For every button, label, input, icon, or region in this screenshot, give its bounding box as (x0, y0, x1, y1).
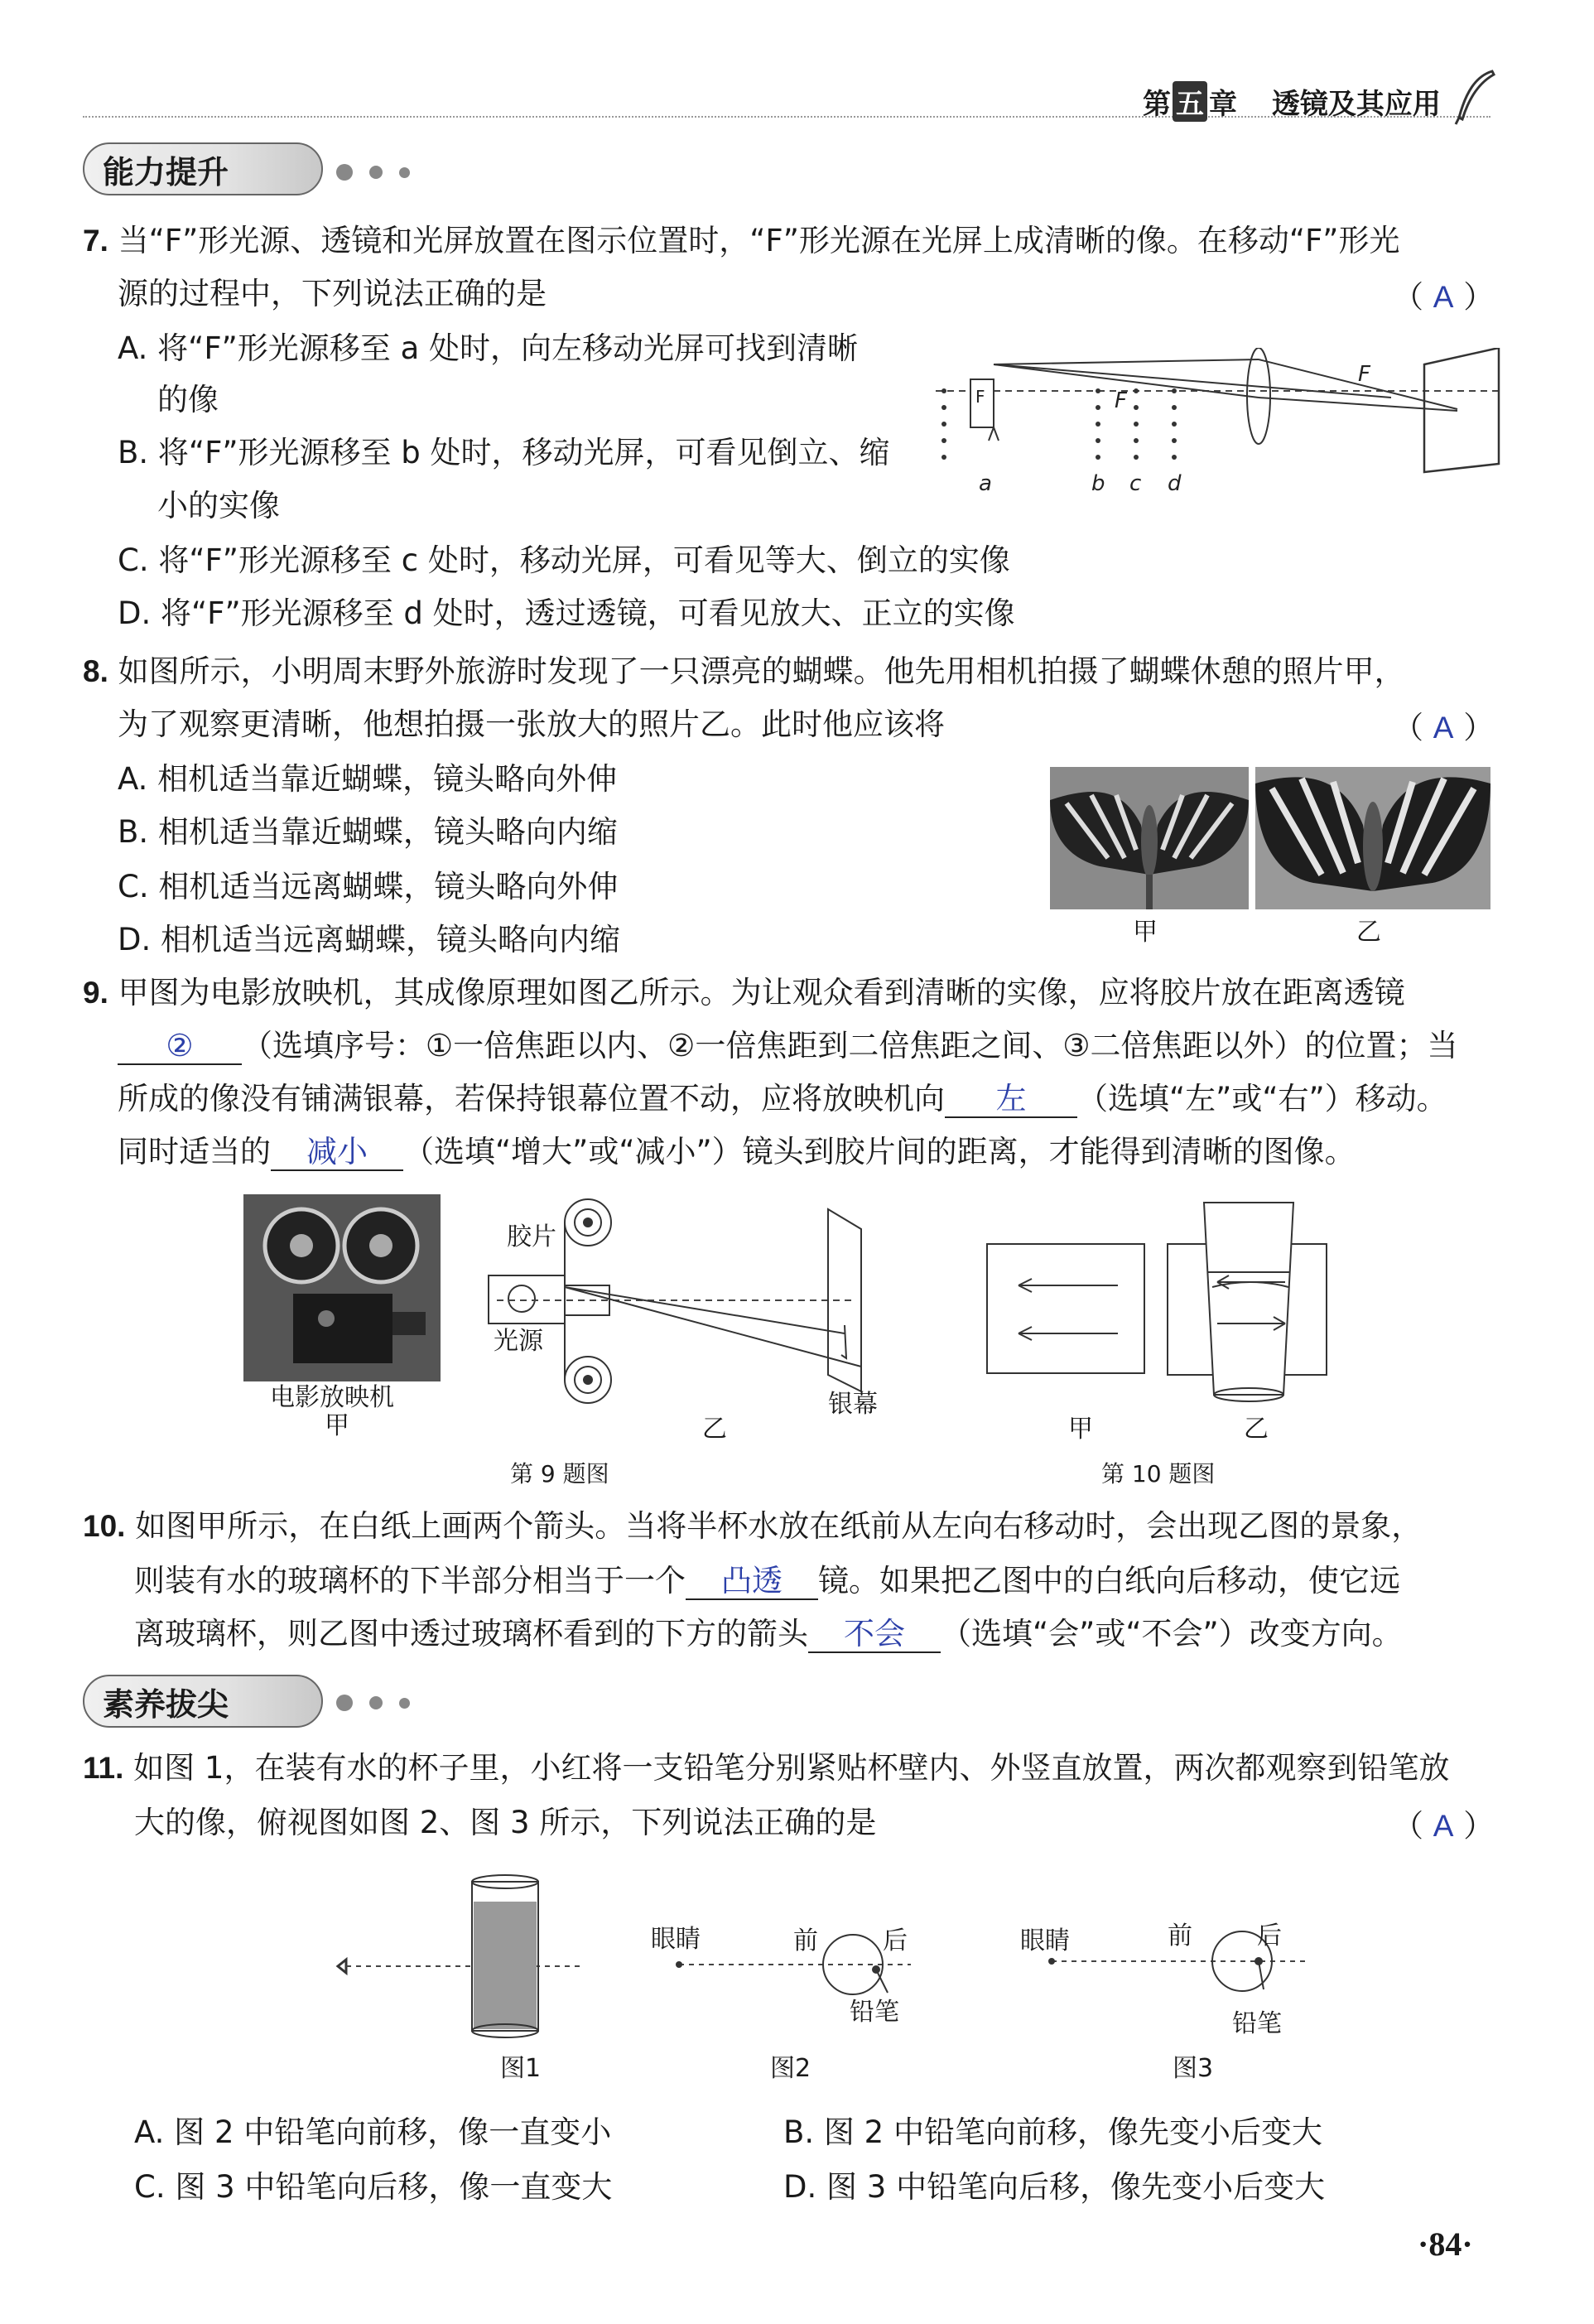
section-dot (336, 164, 353, 181)
q10-stem-text2b: 镜。如果把乙图中的白纸向后移动，使它远 (818, 1563, 1400, 1598)
q9-stem-line3 (118, 1078, 1447, 1120)
q9-stem-text4a: 同时适当的 (118, 1134, 271, 1169)
q9-fig-jia-label: 甲 (325, 1411, 349, 1440)
q9-blank-3: 减小 (271, 1135, 403, 1171)
section-ability-label: 能力提升 (103, 153, 229, 190)
q9-number: 9. (83, 976, 108, 1010)
q8-stem-line1 (83, 651, 1405, 692)
q11-option-d: D. 图 3 中铅笔向后移，像先变小后变大 (783, 2169, 1326, 2205)
q11-option-c: C. 图 3 中铅笔向后移，像一直变大 (134, 2169, 613, 2205)
photo-jia-label: 甲 (1133, 918, 1158, 947)
q7-option-a-line1: A. 将“F”形光源移至 a 处时，向左移动光屏可找到清晰 (118, 330, 858, 366)
q9-stem-text3a: 所成的像没有铺满银幕，若保持银幕位置不动，应将放映机向 (118, 1081, 945, 1116)
focal-label-right: F (1358, 362, 1370, 387)
q9-stem-text1: 甲图为电影放映机，其成像原理如图乙所示。为让观众看到清晰的实像，应将胶片放在距离透镜 (118, 975, 1405, 1010)
q11-option-b: B. 图 2 中铅笔向前移，像先变小后变大 (783, 2114, 1322, 2150)
section-dot (369, 166, 383, 179)
q10-stem-text2a: 则装有水的玻璃杯的下半部分相当于一个 (134, 1563, 686, 1598)
film-label: 胶片 (507, 1222, 556, 1251)
projector-caption: 电影放映机 (270, 1383, 394, 1412)
q11-fig1-label: 图1 (500, 2054, 542, 2083)
q10-fig-yi-label: 乙 (1244, 1415, 1269, 1444)
q10-fig-caption: 第 10 题图 (1101, 1460, 1216, 1487)
q10-stem-line3 (134, 1613, 1403, 1655)
chapter-suffix: 章 (1209, 88, 1237, 121)
point-a-label: a (979, 471, 992, 496)
q8-answer: A (1433, 711, 1454, 745)
q11-answer-bracket: （ A ） (1393, 1808, 1495, 1844)
chapter-prefix: 第 (1143, 88, 1171, 121)
q9-fig-caption: 第 9 题图 (510, 1460, 609, 1487)
eye-icon (338, 1960, 346, 1973)
q11-answer: A (1433, 1809, 1454, 1843)
q11-fig3-front-label: 前 (1168, 1921, 1192, 1950)
q9-stem-text2: （选填序号：①一倍焦距以内、②一倍焦距到二倍焦距之间、③二倍焦距以外）的位置；当 (242, 1028, 1458, 1063)
q7-answer-bracket: （ A ） (1393, 279, 1495, 315)
focal-label-left: F (1115, 388, 1127, 413)
q11-fig2-eye-label: 眼睛 (651, 1925, 701, 1954)
light-source-label: 光源 (494, 1327, 543, 1356)
q10-blank-1: 凸透 (686, 1564, 818, 1600)
q9-fig-yi-label: 乙 (702, 1415, 727, 1444)
q9-stem-line2 (118, 1025, 1458, 1067)
q8-option-b: B. 相机适当靠近蝴蝶，镜头略向内缩 (118, 814, 618, 850)
q7-option-c: C. 将“F”形光源移至 c 处时，移动光屏，可看见等大、倒立的实像 (118, 542, 1010, 578)
section-dot (369, 1696, 383, 1709)
q9-stem-line4 (118, 1131, 1356, 1173)
photo-yi-label: 乙 (1356, 918, 1381, 947)
q10-blank-2: 不会 (808, 1617, 941, 1653)
butterfly-photo-jia (1050, 767, 1249, 909)
q11-number: 11. (83, 1751, 124, 1785)
section-dot (399, 167, 410, 178)
section-literacy-title (83, 1675, 323, 1728)
light-ray (994, 364, 1391, 398)
point-c-label: c (1129, 471, 1142, 496)
light-ray (994, 359, 1259, 364)
q10-number: 10. (83, 1509, 126, 1543)
q11-fig3-pencil-label: 铅笔 (1232, 2009, 1282, 2038)
q7-lens-diagram (927, 348, 1507, 505)
q7-stem-text1: 当“F”形光源、透镜和光屏放置在图示位置时，“F”形光源在光屏上成清晰的像。在移动“F”形光 (118, 223, 1400, 258)
q8-stem-text1: 如图所示，小明周末野外旅游时发现了一只漂亮的蝴蝶。他先用相机拍摄了蝴蝶休憩的照片甲， (118, 653, 1405, 689)
q9-stem-text4b: （选填“增大”或“减小”）镜头到胶片间的距离，才能得到清晰的图像。 (403, 1134, 1356, 1169)
chapter-header (1143, 81, 1441, 122)
q11-fig3-label: 图3 (1173, 2054, 1214, 2083)
point-b-label: b (1091, 471, 1105, 496)
quill-icon (1451, 68, 1497, 126)
q10-stem-text1: 如图甲所示，在白纸上画两个箭头。当将半杯水放在纸前从左向右移动时，会出现乙图的景象， (135, 1508, 1423, 1544)
q7-stem-line1 (83, 220, 1399, 262)
q10-stem-line1 (83, 1506, 1422, 1547)
q11-fig2-label: 图2 (770, 2054, 811, 2083)
screen-label: 银幕 (828, 1390, 878, 1419)
q11-fig3-back-label: 后 (1257, 1921, 1282, 1950)
projector-photo (243, 1194, 441, 1381)
q7-option-b-line2: 小的实像 (157, 488, 280, 523)
q11-fig2-pencil-label: 铅笔 (850, 1998, 899, 2027)
chapter-title: 透镜及其应用 (1271, 88, 1441, 121)
q8-stem-text2: 为了观察更清晰，他想拍摄一张放大的照片乙。此时他应该将 (118, 706, 945, 742)
q7-option-d: D. 将“F”形光源移至 d 处时，透过透镜，可看见放大、正立的实像 (118, 595, 1015, 631)
q7-stem-text2: 源的过程中，下列说法正确的是 (118, 276, 547, 311)
q8-option-c: C. 相机适当远离蝴蝶，镜头略向外伸 (118, 869, 619, 904)
q9-stem-line1 (83, 972, 1405, 1014)
q10-paper-arrows (985, 1242, 1146, 1375)
q10-stem-text3a: 离玻璃杯，则乙图中透过玻璃杯看到的下方的箭头 (134, 1616, 808, 1651)
q10-fig-jia-label: 甲 (1068, 1415, 1093, 1444)
light-ray (1259, 398, 1457, 411)
q10-stem-text3b: （选填“会”或“不会”）改变方向。 (941, 1616, 1403, 1651)
q11-fig1-cup (328, 1868, 601, 2039)
q7-answer: A (1433, 280, 1454, 314)
q11-fig2-front-label: 前 (793, 1926, 818, 1955)
q7-number: 7. (83, 224, 108, 258)
section-dot (336, 1695, 353, 1711)
q8-number: 8. (83, 654, 108, 688)
q11-fig2-back-label: 后 (883, 1926, 908, 1955)
q9-blank-2: 左 (945, 1082, 1077, 1118)
q10-glass-view (1164, 1199, 1330, 1406)
q7-option-a-line2: 的像 (157, 382, 219, 417)
section-ability-title (83, 142, 323, 195)
section-dot (399, 1698, 410, 1709)
q11-stem-text1: 如图 1，在装有水的杯子里，小红将一支铅笔分别紧贴杯壁内、外竖直放置，两次都观察到铅笔放 (133, 1750, 1450, 1786)
q11-fig3-eye-label: 眼睛 (1020, 1926, 1070, 1955)
f-source-label: F (975, 387, 985, 407)
q8-option-a: A. 相机适当靠近蝴蝶，镜头略向外伸 (118, 761, 618, 797)
chapter-number-badge: 五 (1173, 81, 1207, 122)
q11-option-a: A. 图 2 中铅笔向前移，像一直变小 (134, 2114, 612, 2150)
q7-option-b-line1: B. 将“F”形光源移至 b 处时，移动光屏，可看见倒立、缩 (118, 435, 890, 470)
q11-stem-text2: 大的像，俯视图如图 2、图 3 所示，下列说法正确的是 (134, 1805, 877, 1840)
butterfly-photo-yi (1255, 767, 1490, 909)
q11-stem-line1 (83, 1748, 1449, 1789)
q10-stem-line2 (134, 1560, 1400, 1602)
point-d-label: d (1168, 471, 1182, 496)
q9-blank-1: ② (118, 1029, 242, 1065)
q9-stem-text3b: （选填“左”或“右”）移动。 (1077, 1081, 1447, 1116)
q8-answer-bracket: （ A ） (1393, 710, 1495, 745)
page-number: ·84· (1418, 2225, 1473, 2263)
q8-option-d: D. 相机适当远离蝴蝶，镜头略向内缩 (118, 922, 621, 957)
section-literacy-label: 素养拔尖 (103, 1685, 229, 1723)
